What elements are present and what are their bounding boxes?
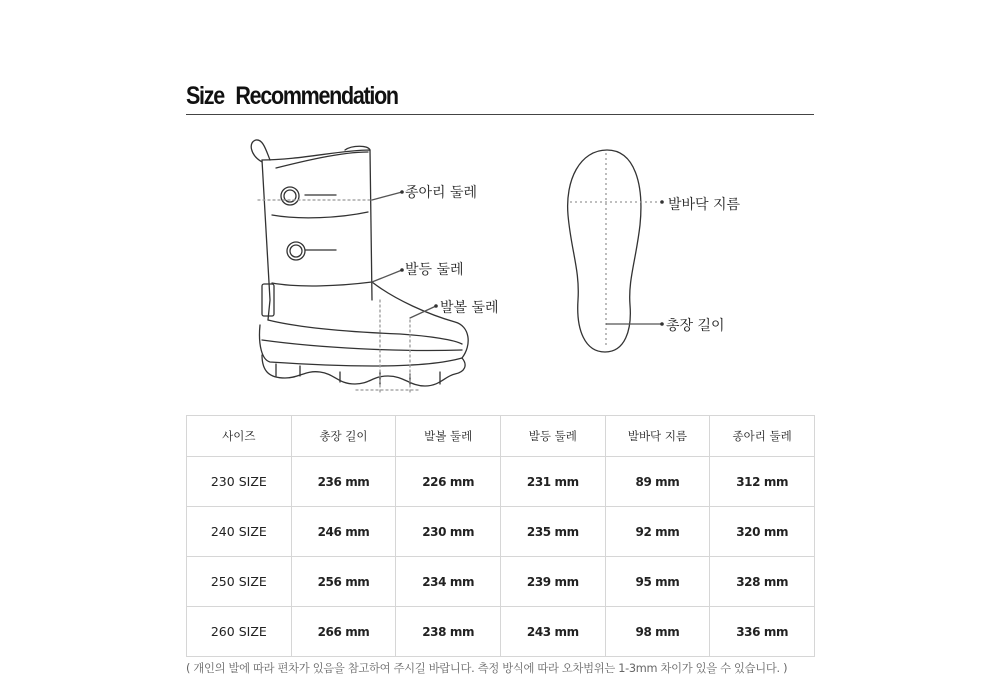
- table-cell: 240 SIZE: [187, 507, 292, 557]
- sole-width-label: 발바닥 지름: [668, 197, 741, 213]
- table-cell: 231 mm: [500, 457, 605, 507]
- table-cell: 230 mm: [396, 507, 501, 557]
- header-sole-width: 발바닥 지름: [605, 416, 710, 457]
- table-cell: 92 mm: [605, 507, 710, 557]
- table-row: [187, 557, 815, 607]
- table-cell: 89 mm: [605, 457, 710, 507]
- table-cell: 236 mm: [291, 457, 396, 507]
- table-header-row: [187, 416, 815, 457]
- header-ball-circumference: 발볼 둘레: [396, 416, 501, 457]
- table-cell: 250 SIZE: [187, 557, 292, 607]
- table-cell: 95 mm: [605, 557, 710, 607]
- table-cell: 230 SIZE: [187, 457, 292, 507]
- table-row: [187, 507, 815, 557]
- table-row: [187, 607, 815, 657]
- table-cell: 260 SIZE: [187, 607, 292, 657]
- header-calf-circumference: 종아리 둘레: [710, 416, 815, 457]
- header-size: 사이즈: [187, 416, 292, 457]
- table-cell: 320 mm: [710, 507, 815, 557]
- table-cell: 234 mm: [396, 557, 501, 607]
- ball-circumference-label: 발볼 둘레: [440, 300, 499, 316]
- boot-illustration: [0, 120, 1000, 400]
- table-cell: 243 mm: [500, 607, 605, 657]
- size-table: [186, 415, 815, 657]
- table-cell: 266 mm: [291, 607, 396, 657]
- table-cell: 235 mm: [500, 507, 605, 557]
- table-cell: 328 mm: [710, 557, 815, 607]
- table-cell: 239 mm: [500, 557, 605, 607]
- total-length-label: 총장 길이: [666, 318, 725, 334]
- calf-circumference-label: 종아리 둘레: [405, 185, 478, 201]
- instep-circumference-label: 발등 둘레: [405, 262, 464, 278]
- table-cell: 312 mm: [710, 457, 815, 507]
- title-divider: [186, 114, 814, 115]
- table-cell: 238 mm: [396, 607, 501, 657]
- header-total-length: 총장 길이: [291, 416, 396, 457]
- sole-illustration: [568, 150, 662, 352]
- measurement-footnote: ( 개인의 발에 따라 편차가 있음을 참고하여 주시길 바랍니다. 측정 방식에 따라 오차범위는 1-3mm 차이가 있을 수 있습니다. ): [186, 662, 788, 675]
- table-cell: 246 mm: [291, 507, 396, 557]
- table-cell: 336 mm: [710, 607, 815, 657]
- header-instep-circumference: 발등 둘레: [500, 416, 605, 457]
- table-row: [187, 457, 815, 507]
- table-cell: 256 mm: [291, 557, 396, 607]
- table-cell: 98 mm: [605, 607, 710, 657]
- table-cell: 226 mm: [396, 457, 501, 507]
- page-title: Size Recommendation: [186, 82, 398, 110]
